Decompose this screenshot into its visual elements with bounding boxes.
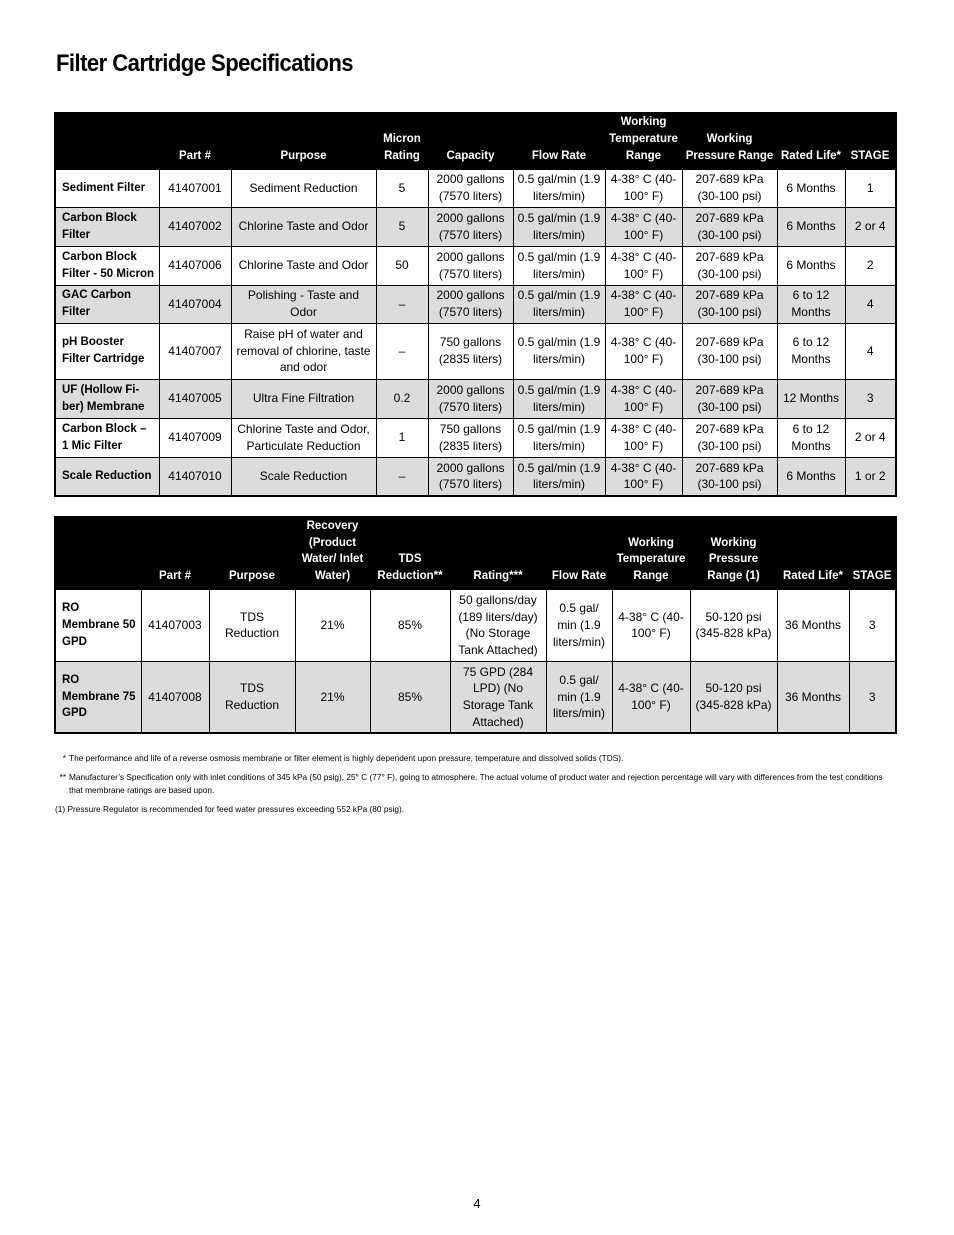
table-cell: 6 Months: [777, 246, 845, 285]
table-cell: 4-38° C (40-100° F): [605, 169, 682, 207]
table-cell: UF (Hollow Fi-ber) Membrane: [55, 379, 159, 418]
column-header: Working Pressure Range: [682, 113, 777, 169]
column-header: Working Temperature Range: [605, 113, 682, 169]
table-cell: GAC Carbon Filter: [55, 285, 159, 323]
table-cell: 41407006: [159, 246, 231, 285]
table-header-row: [55, 517, 896, 589]
column-header: STAGE: [849, 517, 896, 589]
table-cell: 750 gallons (2835 liters): [428, 418, 513, 457]
table-cell: 207-689 kPa (30-100 psi): [682, 246, 777, 285]
table-cell: –: [376, 285, 428, 323]
table-cell: –: [376, 323, 428, 379]
column-header: [55, 113, 159, 169]
ro-membrane-table: [54, 516, 897, 734]
table-cell: Chlorine Taste and Odor: [231, 246, 376, 285]
footnote-text: The performance and life of a reverse osmosis membrane or filter element is highly dependent upon pressure, temperature and dissolved solids (TDS).: [69, 753, 624, 763]
table-cell: 2 or 4: [845, 418, 896, 457]
table-cell: 0.5 gal/ min (1.9 liters/min): [546, 661, 612, 733]
table-cell: RO Membrane 50 GPD: [55, 589, 141, 661]
table-cell: 3: [845, 379, 896, 418]
footnote: [55, 803, 895, 816]
table-cell: 207-689 kPa (30-100 psi): [682, 457, 777, 496]
table-cell: Sediment Filter: [55, 169, 159, 207]
table-cell: 3: [849, 661, 896, 733]
column-header: Working Temperature Range: [612, 517, 690, 589]
table-cell: –: [376, 457, 428, 496]
column-header: Working Pressure Range (1): [690, 517, 777, 589]
column-header: Purpose: [209, 517, 295, 589]
table-cell: Ultra Fine Filtration: [231, 379, 376, 418]
table-cell: 5: [376, 207, 428, 246]
table-cell: 36 Months: [777, 589, 849, 661]
table-cell: 41407009: [159, 418, 231, 457]
table-cell: Scale Reduction: [55, 457, 159, 496]
table-row: [55, 285, 896, 323]
table-cell: Raise pH of water and removal of chlorine, taste and odor: [231, 323, 376, 379]
column-header: Part #: [159, 113, 231, 169]
table-cell: 6 to 12 Months: [777, 285, 845, 323]
table-cell: 0.5 gal/min (1.9 liters/min): [513, 379, 605, 418]
column-header: Rating***: [450, 517, 546, 589]
table-cell: 6 to 12 Months: [777, 323, 845, 379]
column-header: Micron Rating: [376, 113, 428, 169]
table-cell: 41407010: [159, 457, 231, 496]
table-cell: 41407008: [141, 661, 209, 733]
table-cell: 50: [376, 246, 428, 285]
page-title: Filter Cartridge Specifications: [56, 50, 354, 77]
column-header: Capacity: [428, 113, 513, 169]
table-cell: TDS Reduction: [209, 589, 295, 661]
table-cell: Scale Reduction: [231, 457, 376, 496]
table-cell: 2000 gallons (7570 liters): [428, 457, 513, 496]
table-row: [55, 589, 896, 661]
table-cell: 0.5 gal/min (1.9 liters/min): [513, 246, 605, 285]
page-number: 4: [473, 1196, 481, 1211]
table-cell: Chlorine Taste and Odor: [231, 207, 376, 246]
table-cell: RO Membrane 75 GPD: [55, 661, 141, 733]
table-cell: Carbon Block Filter: [55, 207, 159, 246]
table-row: [55, 323, 896, 379]
table-cell: 2000 gallons (7570 liters): [428, 285, 513, 323]
table-cell: 0.5 gal/min (1.9 liters/min): [513, 285, 605, 323]
table-cell: 4: [845, 323, 896, 379]
filter-specs-table: [54, 112, 897, 497]
table-cell: 207-689 kPa (30-100 psi): [682, 285, 777, 323]
table-cell: 1 or 2: [845, 457, 896, 496]
table-cell: 12 Months: [777, 379, 845, 418]
table-row: [55, 379, 896, 418]
table-row: [55, 207, 896, 246]
table-row: [55, 169, 896, 207]
table-cell: 207-689 kPa (30-100 psi): [682, 418, 777, 457]
table-cell: Carbon Block – 1 Mic Filter: [55, 418, 159, 457]
table-cell: 0.5 gal/min (1.9 liters/min): [513, 323, 605, 379]
table-header-row: [55, 113, 896, 169]
footnotes: [55, 752, 895, 822]
column-header: Flow Rate: [546, 517, 612, 589]
column-header: TDS Reduction**: [370, 517, 450, 589]
table-cell: 0.5 gal/min (1.9 liters/min): [513, 418, 605, 457]
table-cell: 21%: [295, 589, 370, 661]
table-cell: 41407003: [141, 589, 209, 661]
column-header: Rated Life*: [777, 517, 849, 589]
table-cell: 41407001: [159, 169, 231, 207]
table-cell: 4-38° C (40-100° F): [605, 323, 682, 379]
footnote: [55, 771, 895, 797]
table-cell: 2000 gallons (7570 liters): [428, 207, 513, 246]
table-cell: 41407007: [159, 323, 231, 379]
table-cell: Chlorine Taste and Odor, Particulate Reduction: [231, 418, 376, 457]
table-cell: 4-38° C (40-100° F): [612, 661, 690, 733]
column-header: STAGE: [845, 113, 896, 169]
table-cell: 4-38° C (40-100° F): [612, 589, 690, 661]
table-cell: 0.5 gal/min (1.9 liters/min): [513, 207, 605, 246]
table-cell: 4: [845, 285, 896, 323]
table-cell: Carbon Block Filter - 50 Micron: [55, 246, 159, 285]
table-cell: 6 Months: [777, 207, 845, 246]
table-cell: Sediment Reduction: [231, 169, 376, 207]
column-header: Part #: [141, 517, 209, 589]
table-cell: 4-38° C (40-100° F): [605, 379, 682, 418]
table-cell: 50-120 psi (345-828 kPa): [690, 589, 777, 661]
table-cell: 85%: [370, 661, 450, 733]
table-cell: 50 gallons/day (189 liters/day) (No Storage Tank Attached): [450, 589, 546, 661]
table-cell: 41407005: [159, 379, 231, 418]
table-cell: 0.5 gal/min (1.9 liters/min): [513, 169, 605, 207]
table-cell: 85%: [370, 589, 450, 661]
table-cell: pH Booster Filter Cartridge: [55, 323, 159, 379]
table-cell: 6 Months: [777, 457, 845, 496]
table-cell: 4-38° C (40-100° F): [605, 207, 682, 246]
column-header: Flow Rate: [513, 113, 605, 169]
table-cell: 2 or 4: [845, 207, 896, 246]
column-header: [55, 517, 141, 589]
table-cell: TDS Reduction: [209, 661, 295, 733]
table-row: [55, 457, 896, 496]
table-cell: 36 Months: [777, 661, 849, 733]
table-cell: 50-120 psi (345-828 kPa): [690, 661, 777, 733]
table-cell: 4-38° C (40-100° F): [605, 457, 682, 496]
table-cell: 1: [845, 169, 896, 207]
table-cell: 21%: [295, 661, 370, 733]
table-cell: 2000 gallons (7570 liters): [428, 169, 513, 207]
table-row: [55, 418, 896, 457]
table-cell: 207-689 kPa (30-100 psi): [682, 207, 777, 246]
table-cell: 2: [845, 246, 896, 285]
table-cell: Polishing - Taste and Odor: [231, 285, 376, 323]
table-cell: 4-38° C (40-100° F): [605, 418, 682, 457]
table-cell: 41407002: [159, 207, 231, 246]
table-cell: 0.2: [376, 379, 428, 418]
footnote-text: (1) Pressure Regulator is recommended for feed water pressures exceeding 552 kPa (80 psig).: [55, 804, 405, 814]
table-cell: 4-38° C (40-100° F): [605, 285, 682, 323]
table-cell: 4-38° C (40-100° F): [605, 246, 682, 285]
table-cell: 5: [376, 169, 428, 207]
table-cell: 6 Months: [777, 169, 845, 207]
footnote-mark: *: [62, 753, 66, 763]
footnote-text: Manufacturer’s Specification only with inlet conditions of 345 kPa (50 psig), 25° C (77° F), going to atmosphere. The actual volume of product water and rejection percentage will vary with differences from the test conditions that membrane ratings are based upon.: [69, 772, 883, 795]
column-header: Rated Life*: [777, 113, 845, 169]
table-cell: 2000 gallons (7570 liters): [428, 246, 513, 285]
table-cell: 75 GPD (284 LPD) (No Storage Tank Attached): [450, 661, 546, 733]
table-cell: 41407004: [159, 285, 231, 323]
table-cell: 207-689 kPa (30-100 psi): [682, 323, 777, 379]
table-cell: 750 gallons (2835 liters): [428, 323, 513, 379]
table-cell: 0.5 gal/min (1.9 liters/min): [513, 457, 605, 496]
column-header: Purpose: [231, 113, 376, 169]
table-row: [55, 661, 896, 733]
table-cell: 207-689 kPa (30-100 psi): [682, 169, 777, 207]
footnote-mark: **: [59, 772, 66, 782]
table-cell: 207-689 kPa (30-100 psi): [682, 379, 777, 418]
column-header: Recovery (Product Water/ Inlet Water): [295, 517, 370, 589]
table-cell: 0.5 gal/ min (1.9 liters/min): [546, 589, 612, 661]
table-cell: 1: [376, 418, 428, 457]
table-cell: 6 to 12 Months: [777, 418, 845, 457]
footnote: [55, 752, 895, 765]
table-cell: 3: [849, 589, 896, 661]
table-cell: 2000 gallons (7570 liters): [428, 379, 513, 418]
table-row: [55, 246, 896, 285]
